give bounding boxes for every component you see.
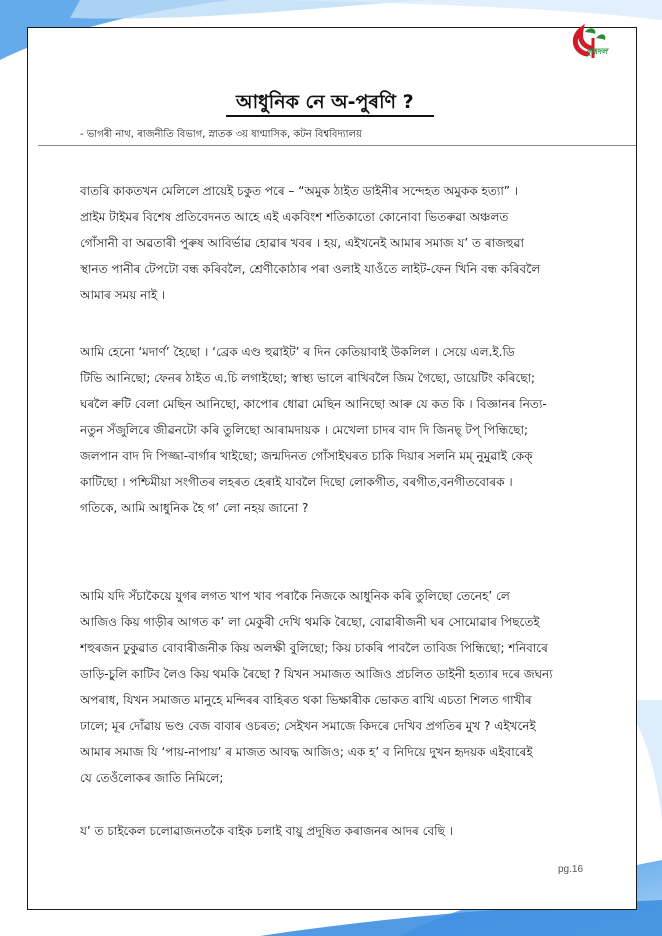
- title-underline: [226, 115, 434, 117]
- page-number: pg.16: [558, 864, 584, 875]
- text-line: যে তেওঁলোকৰ জাতি নিমিলে;: [80, 771, 224, 785]
- text-line: য’ ত চাইকেল চলোৱাজনতকৈ বাইক চলাই বায়ু প্ৰদূষিত কৰাজনৰ আদৰ বেছি ।: [80, 824, 453, 838]
- text-line: আজিও কিয় গাড়ীৰ আগত ক’ লা মেকুৰী দেখি থমকি ৰৈছো, বোৱাৰীজনী ঘৰ সোমোৱাৰ পিছতেই: [80, 615, 540, 629]
- text-line: আমি যদি সঁচাকৈয়ে যুগৰ লগত খাপ খাব পৰাকৈ নিজকে আধুনিক কৰি তুলিছো তেনেহ’ লে: [80, 589, 510, 603]
- text-line: অপৰাধ, যিখন সমাজত মানুহে মন্দিৰৰ বাহিৰত থকা ভিক্ষাৰীক ভোকত ৰাখি এচতা শিলত গাখীৰ: [80, 693, 532, 707]
- text-line: ঘৰলৈ ৰুটি বেলা মেছিন আনিছো, কাপোৰ ধোৱা মেছিন আনিছো আৰু যে কত কি । বিজ্ঞানৰ নিত্য-: [80, 397, 547, 411]
- paragraph-4: [80, 818, 610, 844]
- text-line: শহুৰজন ঢুকুৱাত বোবাৰীজনীক কিয় অলক্ষী বুলিছো; কিয় চাকৰি পাবলৈ তাবিজ পিন্ধিছো; শনিবাৰে: [80, 641, 548, 655]
- text-line: গতিকে, আমি আধুনিক হৈ গ’ লো নহয় জানো ?: [80, 501, 309, 515]
- paragraph-1: [80, 178, 610, 308]
- text-line: ডাড়ি-চুলি কাটিব লৈও কিয় থমকি ৰৈছো ? যিখন সমাজত আজিও প্ৰচলিত ডাইনী হত্যাৰ দৰে জঘন্য: [80, 667, 553, 681]
- text-line: আমাৰ সময় নাই ।: [80, 288, 166, 302]
- text-line: স্থানত পানীৰ টেপটো বন্ধ কৰিবলৈ, শ্ৰেণীকোঠাৰ পৰা ওলাই যাওঁতে লাইট-ফেন খিনি বন্ধ কৰিবলৈ: [80, 262, 541, 276]
- text-line: নতুন সঁজুলিৰে জীৱনটো কৰি তুলিছো আৰামদায়ক । মেখেলা চাদৰ বাদ দি জিনছ্ টপ্ পিন্ধিছো;: [80, 423, 528, 437]
- text-line: আমাৰ সমাজ যি ‘পায়-নাপায়’ ৰ মাজত আবদ্ধ আজিও; এক হ’ ব নিদিয়ে দুখন হৃদয়ক এইবাৰেই: [80, 745, 533, 759]
- text-line: বাতৰি কাকতখন মেলিলে প্ৰায়েই চকুত পৰে – “অমুক ঠাইত ডাইনীৰ সন্দেহত অমুকক হত্যা” ।: [80, 184, 519, 198]
- text-line: প্ৰাইম টাইমৰ বিশেষ প্ৰতিবেদনত আহে এই একবিংশ শতিকাতো কোনোবা ভিতৰুৱা অঞ্চলত: [80, 210, 509, 224]
- text-line: কাটিছো । পশ্চিমীয়া সংগীতৰ লহৰত হেৰাই যাবলৈ দিছো লোকগীত, বৰগীত,বনগীতবোৰক ।: [80, 475, 513, 489]
- text-line: আমি হেনো ‘মদাৰ্ণ’ হৈছো । ‘ব্ৰেক এণ্ড হুৱাইট’ ৰ দিন কেতিয়াবাই উকলিল । সেয়ে এল.ই.ডি: [80, 345, 515, 359]
- text-line: গোঁসানী বা অৱতাৰী পুৰুষ আবিৰ্ভাৱ হোৱাৰ খবৰ । হয়, এইখনেই আমাৰ সমাজ য’ ত ৰাজহুৱা: [80, 236, 524, 250]
- text-line: টিভি আনিছো; ফেনৰ ঠাইত এ.চি লগাইছো; স্বাস্থ্য ভালে ৰাখিবলৈ জিম গৈছো, ডায়েটিং কৰিছো;: [80, 371, 536, 385]
- paragraph-2: [80, 339, 610, 521]
- author-byline: - ভাগৰী নাথ, ৰাজনীতি বিভাগ, স্নাতক ৩য় ষাণ্মাসিক, কটন বিশ্ববিদ্যালয়: [80, 129, 362, 140]
- text-line: ঢালে; মূৰ দোঁৱায় ভণ্ড বেজ বাবাৰ ওচৰত; সেইখন সমাজে কিদৰে দেখিব প্ৰগতিৰ মুখ ? এইখনেই: [80, 719, 536, 733]
- text-line: জলপান বাদ দি পিজ্জা-বাৰ্গাৰ খাইছো; জন্মদিনত গোঁসাইঘৰত চাকি দিয়াৰ সলনি মম্ নুমুৱাই কেক্: [80, 449, 533, 463]
- article-title: আধুনিক নে অ-পুৰণি ?: [236, 91, 414, 113]
- paragraph-3: [80, 583, 610, 791]
- logo-wordmark: নুহ্মদল: [586, 47, 608, 56]
- byline-divider: [38, 145, 636, 146]
